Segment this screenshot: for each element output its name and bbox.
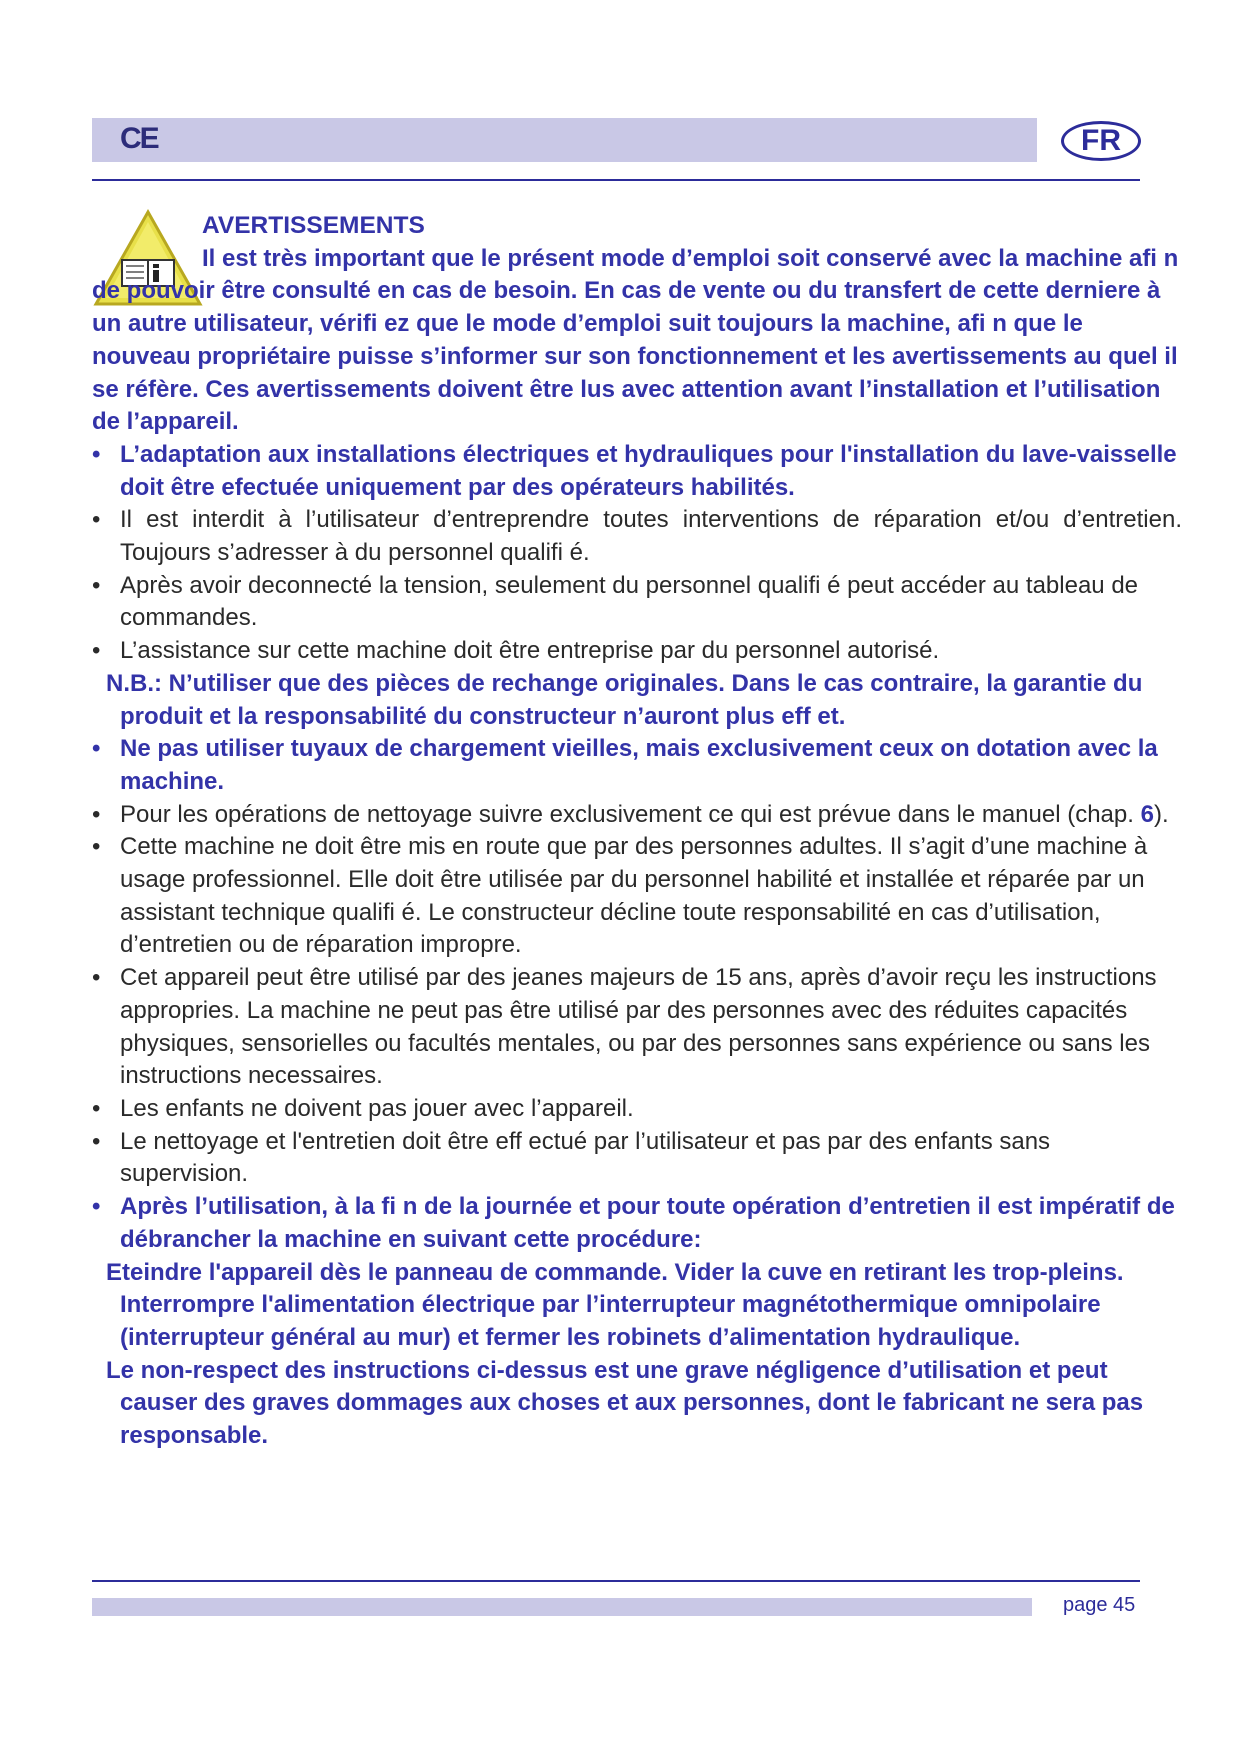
list-item — [92, 831, 1182, 962]
list-item-text: L’assistance sur cette machine doit être entreprise par du personnel autorisé. — [120, 637, 940, 665]
bullet: • — [92, 964, 101, 992]
list-item — [92, 504, 1182, 569]
list-item-text: Ne pas utiliser tuyaux de chargement vieilles, mais exclusivement ceux on dotation avec la machine. — [120, 735, 1158, 795]
list-item-text: Les enfants ne doivent pas jouer avec l’appareil. — [120, 1094, 634, 1122]
list-item-text: Il est interdit à l’utilisateur d’entreprendre toutes interventions de réparation et/ou d’entretien. Toujours s’adresser à du personnel qualifi é. — [120, 506, 1182, 567]
list-item — [92, 1126, 1182, 1191]
bullet: • — [92, 571, 101, 599]
list-item — [92, 439, 1182, 504]
warnings-content — [92, 210, 1182, 1453]
chapter-reference: 6 — [1140, 800, 1154, 828]
nb-note: N.B.: N’utiliser que des pièces de rechange originales. Dans le cas contraire, la garantie du produit et la responsabilité du constructeur n’auront plus eff et. — [106, 669, 1143, 730]
list-item-text: Après avoir deconnecté la tension, seulement du personnel qualifi é peut accéder au tableau de commandes. — [120, 571, 1139, 632]
ce-mark: CE — [120, 122, 158, 155]
list-item — [92, 1191, 1182, 1256]
intro-paragraph: Il est très important que le présent mode d’emploi soit conservé avec la machine afi n de pouvoir être consulté en cas de besoin. En cas de vente ou du transfert de cette derniere à un autre utilisateur, vérifi ez que le mode d’emploi suit toujours la machine, afi n que le nouveau propriétaire puisse s’informer sur son fonctionnement et les avertissements au quel il se réfère. Ces avertissements doivent être lus avec attention avant l’installation et l’utilisation de l’appareil. — [92, 244, 1179, 436]
list-item-text: Après l’utilisation, à la fi n de la journée et pour toute opération d’entretien il est impératif de débrancher la machine en suivant cette procédure: — [120, 1193, 1175, 1253]
list-item-text: Pour les opérations de nettoyage suivre exclusivement ce qui est prévue dans le manuel (chap. — [120, 800, 1141, 828]
list-item — [92, 1093, 1182, 1126]
page-number: page 45 — [1063, 1594, 1136, 1616]
header-divider — [92, 179, 1140, 181]
list-item — [92, 733, 1182, 798]
bullet: • — [92, 800, 101, 828]
header-bar — [92, 118, 1037, 162]
bullet: • — [92, 1127, 101, 1155]
bullet: • — [92, 833, 101, 861]
bullet: • — [92, 506, 101, 534]
section-title: AVERTISSEMENTS — [202, 212, 425, 239]
procedure-paragraph: Eteindre l'appareil dès le panneau de commande. Vider la cuve en retirant les trop-pleins. Interrompre l'alimentation électrique par l’interrupteur magnétothermique omnipolaire (interrupteur général au mur) et fermer les robinets d’alimentation hydraulique. — [106, 1258, 1124, 1351]
list-item — [92, 799, 1182, 832]
bullet: • — [92, 735, 101, 763]
closing-paragraph: Le non-respect des instructions ci-dessus est une grave négligence d’utilisation et peut causer des graves dommages aux choses et aux personnes, dont le fabricant ne sera pas responsable. — [106, 1356, 1144, 1450]
footer-bar — [92, 1598, 1032, 1616]
list-item — [92, 962, 1182, 1093]
list-item — [92, 570, 1182, 635]
bullet: • — [92, 637, 101, 665]
list-item-text: Cette machine ne doit être mis en route que par des personnes adultes. Il s’agit d’une machine à usage professionnel. Elle doit être utilisée par du personnel habilité et installée et réparée par un assistant technique qualifi é. Le constructeur décline toute responsabilité en cas d’utilisation, d’entretien ou de réparation impropre. — [120, 833, 1148, 959]
bullet: • — [92, 1094, 101, 1122]
list-item-text-end: ). — [1153, 800, 1169, 828]
bullet: • — [92, 440, 101, 468]
list-item — [92, 635, 1182, 668]
list-item-text: L’adaptation aux installations électriques et hydrauliques pour l'installation du lave-vaisselle doit être efectuée uniquement par des opérateurs habilités. — [120, 440, 1177, 501]
bullet: • — [92, 1193, 101, 1221]
list-item-text: Le nettoyage et l'entretien doit être eff ectué par l’utilisateur et pas par des enfants sans supervision. — [120, 1127, 1051, 1188]
footer-divider — [92, 1580, 1140, 1582]
list-item-text: Cet appareil peut être utilisé par des jeanes majeurs de 15 ans, après d’avoir reçu les instructions appropries. La machine ne peut pas être utilisé par des personnes avec des réduites capacités physiques, sensorielles ou facultés mentales, ou par des personnes sans expérience ou sans les instructions necessaires. — [120, 964, 1157, 1090]
language-badge: FR — [1061, 121, 1141, 161]
